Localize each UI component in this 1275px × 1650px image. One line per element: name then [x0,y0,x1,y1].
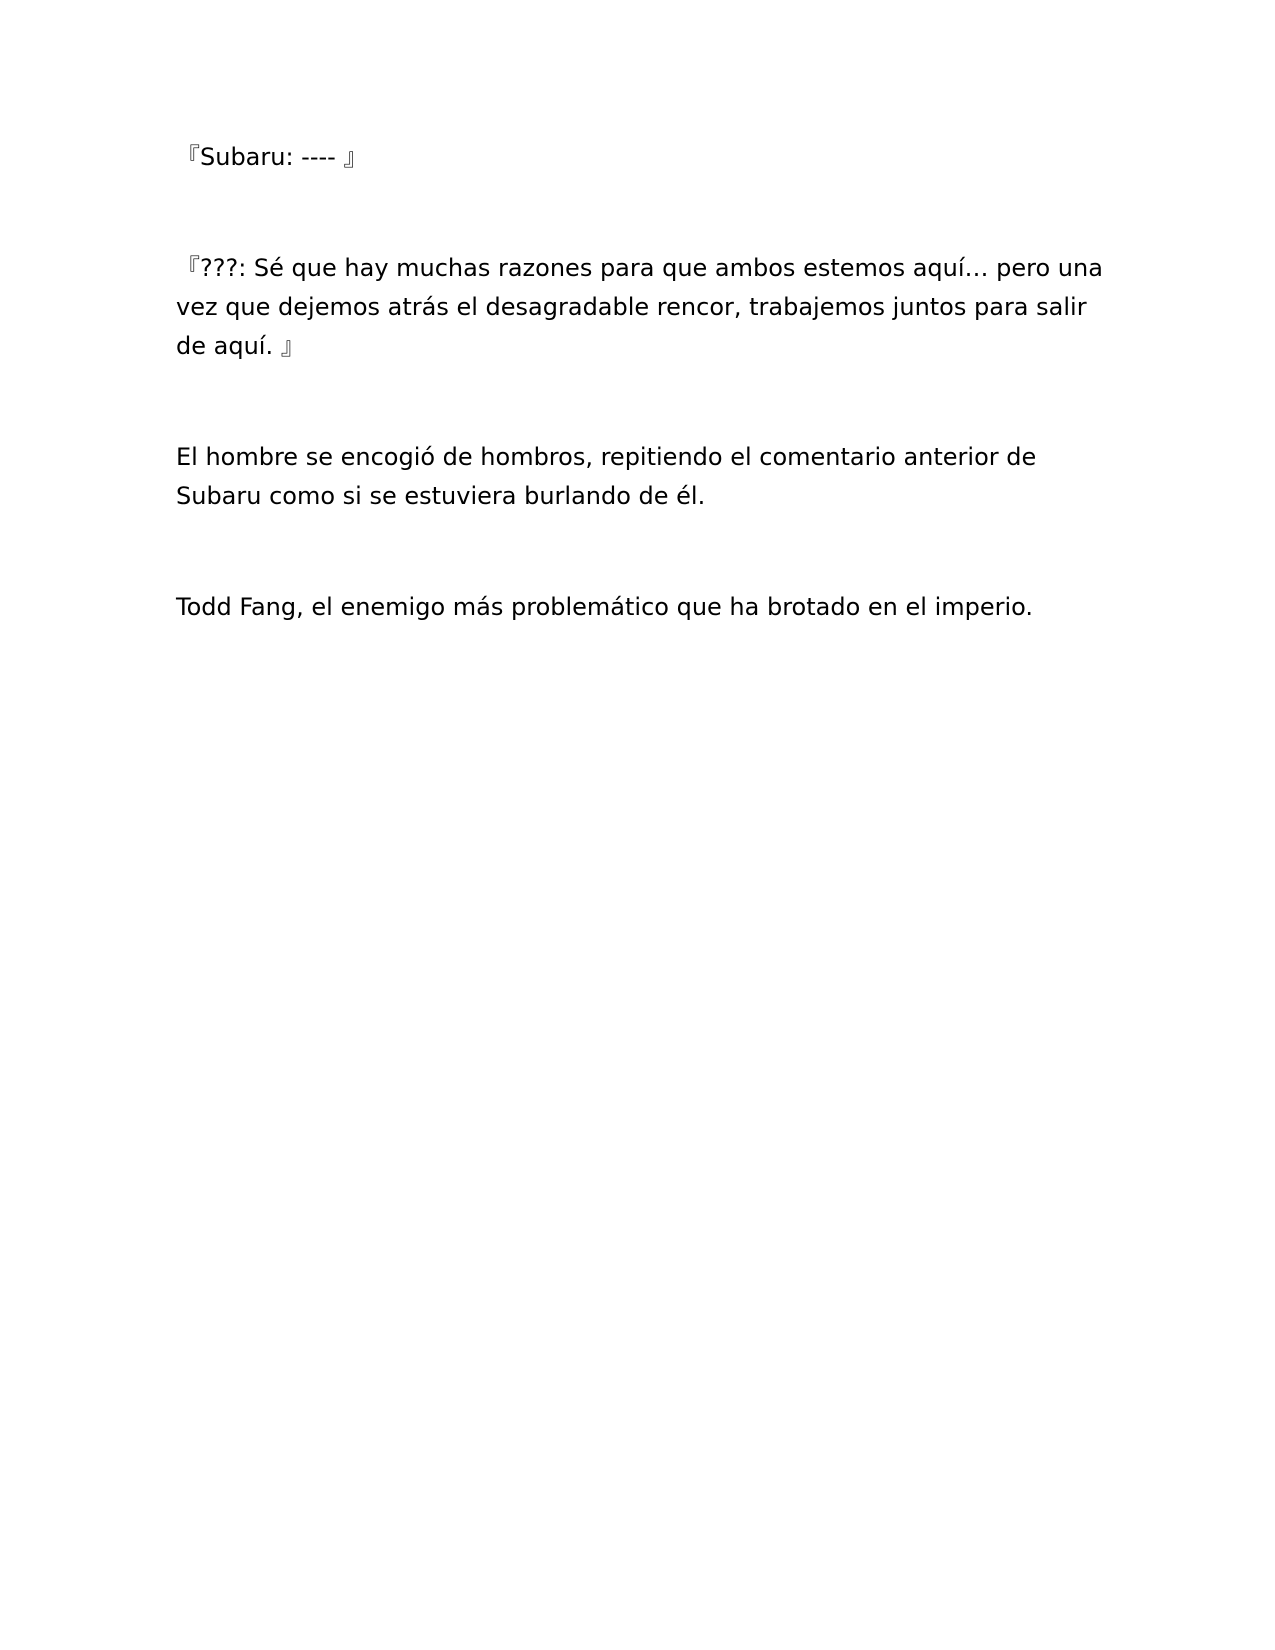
narration-paragraph-todd: Todd Fang, el enemigo más problemático que ha brotado en el imperio. [176,593,1034,621]
dialogue-subaru: 『Subaru: ---- 』 [176,143,368,171]
dialogue-unknown: 『???: Sé que hay muchas razones para que ambos estemos aquí… pero una vez que dejemos atrás el desagradable rencor, trabajemos juntos para salir de aquí. 』 [176,254,1111,360]
narration-paragraph: El hombre se encogió de hombros, repitiendo el comentario anterior de Subaru como si se estuviera burlando de él. [176,443,1044,510]
document-body [176,138,1111,627]
